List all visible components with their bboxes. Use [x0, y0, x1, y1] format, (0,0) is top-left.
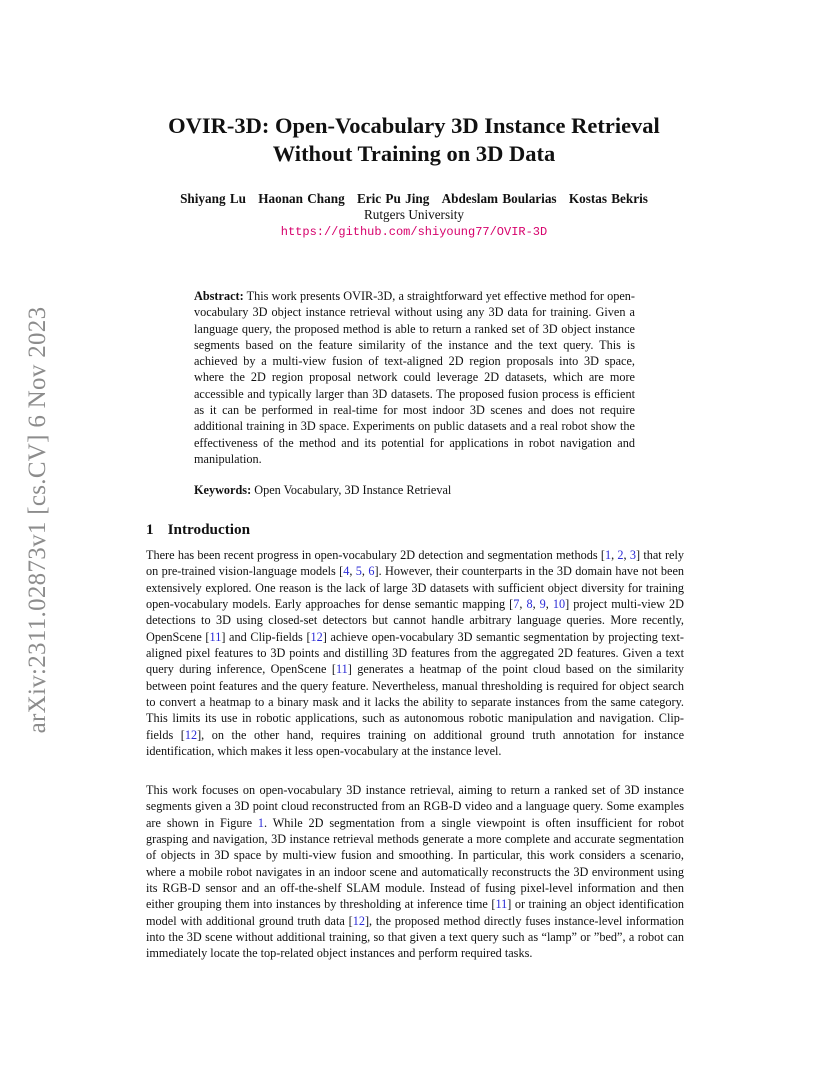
keywords-text: Open Vocabulary, 3D Instance Retrieval [254, 483, 452, 497]
paragraph-text: , [361, 564, 369, 579]
citation-link[interactable]: 3 [629, 548, 636, 562]
section-heading-introduction [146, 521, 250, 539]
author-block [0, 191, 828, 240]
paragraph-text: This work focuses on open-vocabulary 3D instance retrieval, aiming to return a ranked set of 3D instance segments given a 3D point cloud reconstructed from an RGB-D video and a language query. Some examples are shown in Figure [146, 783, 684, 830]
citation-link[interactable]: 1 [257, 815, 265, 830]
paragraph-text: , [349, 564, 356, 579]
paragraph-text: ] and Clip-fields [ [221, 629, 311, 644]
affiliation: Rutgers University [364, 207, 464, 222]
author-name: Eric Pu Jing [356, 191, 430, 206]
paragraph-text: ], on the other hand, requires training on additional ground truth annotation for instance identification, which makes it less open-vocabulary at the instance level. [146, 727, 685, 759]
abstract-label: Abstract: [194, 289, 244, 303]
paragraph-text: . While 2D segmentation from a single viewpoint is often insufficient for robot grasping and navigation, 3D instance retrieval methods generate a more complete and accurate segmentation of objects in 3D space by multi-view fusion and smoothing. In particular, this work considers a scenario, where a mobile robot navigates in an indoor scene and automatically reconstructs the 3D environment using its RGB-D sensor and an off-the-shelf SLAM module. Instead of fusing pixel-level information and then either grouping them into instances by thresholding at inference time [ [146, 815, 684, 912]
paragraph-text: , [611, 548, 618, 562]
paragraph-text: ] achieve open-vocabulary 3D semantic segmentation by projecting text-aligned pixel features to 3D points and distilling 3D features from the aggregated 2D features. Given a text query during inference, OpenScene [ [146, 629, 685, 677]
paragraph-text: , [519, 597, 527, 612]
section-title: Introduction [167, 521, 251, 538]
citation-link[interactable]: 7 [513, 597, 520, 612]
citation-link[interactable]: 9 [539, 597, 546, 612]
citation-link[interactable]: 1 [604, 548, 612, 562]
citation-link[interactable]: 12 [184, 727, 198, 742]
citation-link[interactable]: 11 [335, 662, 348, 677]
citation-link[interactable]: 12 [310, 629, 323, 644]
abstract-text: This work presents OVIR-3D, a straightforward yet effective method for open-vocabulary 3D object instance retrieval without using any 3D data for training. Given a language query, the proposed method is able to return a ranked set of 3D object instance segments based on the feature similarity of the instance and the text query. This is achieved by a multi-view fusion of text-aligned 2D region proposals into 3D space, where the 2D region proposal network could leverage 2D datasets, which are more accessible and typically larger than 3D datasets. The proposed fusion process is efficient as it can be performed in real-time for most indoor 3D scenes and does not require additional training in 3D space. Experiments on public datasets and a real robot show the effectiveness of the method and its potential for applications in robot navigation and manipulation. [194, 289, 636, 466]
paragraph-text: ] that rely on pre-trained vision-language models [ [146, 548, 684, 579]
keywords [194, 482, 635, 498]
paragraph-text: ] or training an object identification model with additional ground truth data [ [146, 897, 684, 928]
intro-paragraph-1 [146, 547, 684, 759]
github-link[interactable]: https://github.com/shiyoung77/OVIR-3D [280, 225, 548, 239]
abstract [194, 288, 635, 467]
author-name: Shiyang Lu [180, 191, 246, 206]
paragraph-text: , [623, 548, 630, 562]
citation-link[interactable]: 11 [495, 897, 508, 912]
paragraph-text: There has been recent progress in open-vocabulary 2D detection and segmentation methods [ [146, 548, 605, 562]
citation-link[interactable]: 10 [552, 597, 566, 612]
citation-link[interactable]: 5 [355, 564, 362, 579]
author-list [0, 191, 828, 207]
paragraph-text: ], the proposed method directly fuses instance-level information into the 3D scene without additional training, so that given a text query such as “lamp” or ”bed”, a robot can immediately locate the top-related object instances and perform required tasks. [146, 913, 684, 961]
paragraph-text: , [545, 597, 553, 612]
paper-title [0, 112, 828, 168]
paragraph-text: ]. However, their counterparts in the 3D domain have not been extensively explored. One reason is the lack of large 3D datasets with sufficient object diversity for training open-vocabulary models. Early approaches for dense semantic mapping [ [146, 564, 685, 612]
author-name: Kostas Bekris [568, 191, 648, 206]
author-name: Abdeslam Boularias [441, 191, 557, 206]
citation-link[interactable]: 8 [526, 597, 533, 612]
keywords-label: Keywords: [194, 483, 252, 497]
paper-title-line-2: Without Training on 3D Data [272, 141, 556, 166]
paragraph-text: ] generates a heatmap of the point cloud based on the similarity between point features and the query feature. Nevertheless, manual thresholding is required for object search to convert a heatmap to a binary mask and it lacks the ability to separate instances from the same category. This limits its use in robotic applications, such as autonomous robotic manipulation and navigation. Clip-fields [ [146, 662, 684, 742]
section-number: 1 [146, 521, 154, 538]
intro-paragraph-2 [146, 782, 684, 962]
arxiv-identifier-stamp: arXiv:2311.02873v1 [cs.CV] 6 Nov 2023 [24, 306, 51, 734]
paragraph-text: , [532, 597, 540, 612]
citation-link[interactable]: 12 [352, 913, 365, 928]
paragraph-text: ] project multi-view 2D detections to 3D using closed-set detectors but cannot handle arbitrary language queries. More recently, OpenScene [ [146, 597, 685, 644]
author-name: Haonan Chang [258, 191, 345, 206]
paper-title-line-1: OVIR-3D: Open-Vocabulary 3D Instance Retrieval [168, 113, 660, 138]
citation-link[interactable]: 11 [209, 629, 222, 644]
citation-link[interactable]: 6 [368, 564, 375, 579]
citation-link[interactable]: 2 [617, 548, 624, 562]
citation-link[interactable]: 4 [343, 564, 350, 579]
